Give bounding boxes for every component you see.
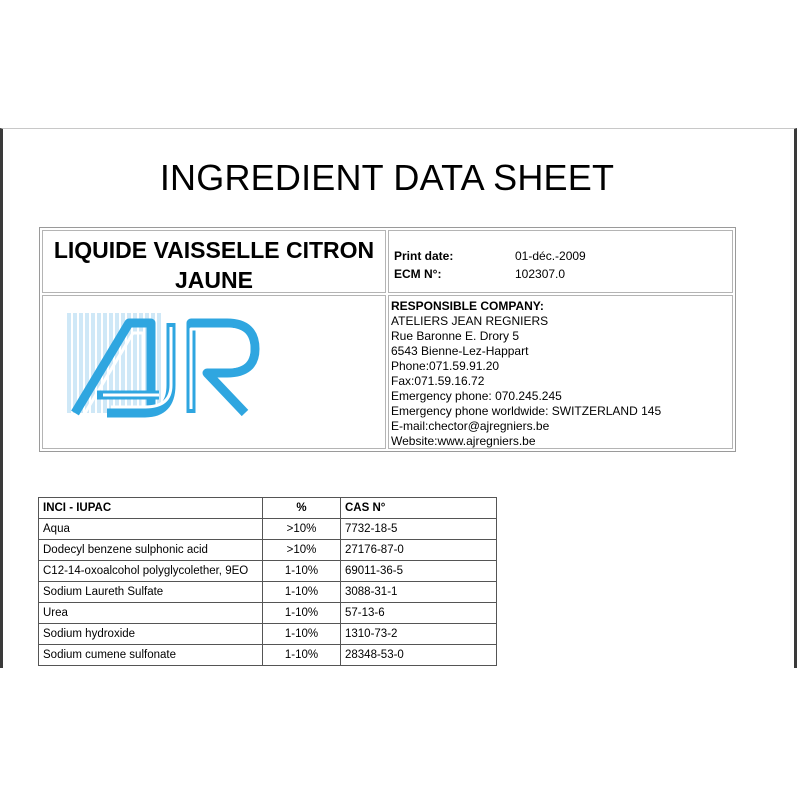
responsible-company-cell [388, 295, 733, 449]
table-row [39, 561, 497, 582]
company-heading: RESPONSIBLE COMPANY: [391, 299, 544, 313]
company-street: Rue Baronne E. Drory 5 [391, 329, 520, 343]
ingredient-cas: 7732-18-5 [341, 519, 497, 540]
ingredient-name: Aqua [39, 519, 263, 540]
table-header-row [39, 498, 497, 519]
table-row [39, 603, 497, 624]
company-emergency-phone-worldwide: Emergency phone worldwide: SWITZERLAND 145 [391, 404, 662, 418]
company-details [391, 299, 661, 449]
ingredient-cas: 57-13-6 [341, 603, 497, 624]
company-phone: Phone:071.59.91.20 [391, 359, 500, 373]
product-name-line-1: LIQUIDE VAISSELLE CITRON [53, 237, 375, 263]
ingredient-cas: 28348-53-0 [341, 645, 497, 666]
ingredient-name: Sodium cumene sulfonate [39, 645, 263, 666]
ingredient-name: Sodium hydroxide [39, 624, 263, 645]
ingredient-percent: 1-10% [263, 603, 341, 624]
ingredient-cas: 69011-36-5 [341, 561, 497, 582]
ecm-value: 102307.0 [515, 267, 566, 281]
product-name-line-2: JAUNE [175, 267, 253, 293]
ingredient-name: Urea [39, 603, 263, 624]
ingredient-percent: 1-10% [263, 624, 341, 645]
company-name: ATELIERS JEAN REGNIERS [391, 314, 549, 328]
table-row [39, 519, 497, 540]
print-date-value: 01-déc.-2009 [515, 249, 586, 263]
document-page [0, 128, 797, 668]
logo-cell [42, 295, 386, 449]
ingredient-cas: 27176-87-0 [341, 540, 497, 561]
ajr-logo-icon [67, 313, 267, 423]
ingredients-table [38, 497, 497, 666]
table-row [39, 582, 497, 603]
ingredient-percent: 1-10% [263, 645, 341, 666]
table-row [39, 624, 497, 645]
ingredient-cas: 3088-31-1 [341, 582, 497, 603]
logo-letter-r [191, 323, 255, 413]
ingredient-name: Sodium Laureth Sulfate [39, 582, 263, 603]
ingredient-name: C12-14-oxoalcohol polyglycolether, 9EO [39, 561, 263, 582]
table-row [39, 540, 497, 561]
company-email: E-mail:chector@ajregniers.be [391, 419, 550, 433]
document-title: INGREDIENT DATA SHEET [159, 157, 615, 198]
print-date-label: Print date: [394, 249, 454, 263]
ingredient-name: Dodecyl benzene sulphonic acid [39, 540, 263, 561]
ingredient-percent: >10% [263, 540, 341, 561]
company-emergency-phone: Emergency phone: 070.245.245 [391, 389, 562, 403]
column-header-percent: % [263, 498, 341, 519]
ecm-label: ECM N°: [394, 267, 442, 281]
ingredient-percent: >10% [263, 519, 341, 540]
table-row [39, 645, 497, 666]
product-name [43, 235, 385, 295]
company-fax: Fax:071.59.16.72 [391, 374, 485, 388]
column-header-inci: INCI - IUPAC [39, 498, 263, 519]
header-box [39, 227, 736, 452]
company-website: Website:www.ajregniers.be [391, 434, 536, 448]
document-meta-cell [388, 230, 733, 293]
ingredient-percent: 1-10% [263, 561, 341, 582]
ingredient-cas: 1310-73-2 [341, 624, 497, 645]
company-city: 6543 Bienne-Lez-Happart [391, 344, 529, 358]
ingredient-percent: 1-10% [263, 582, 341, 603]
column-header-cas: CAS N° [341, 498, 497, 519]
product-name-cell [42, 230, 386, 293]
